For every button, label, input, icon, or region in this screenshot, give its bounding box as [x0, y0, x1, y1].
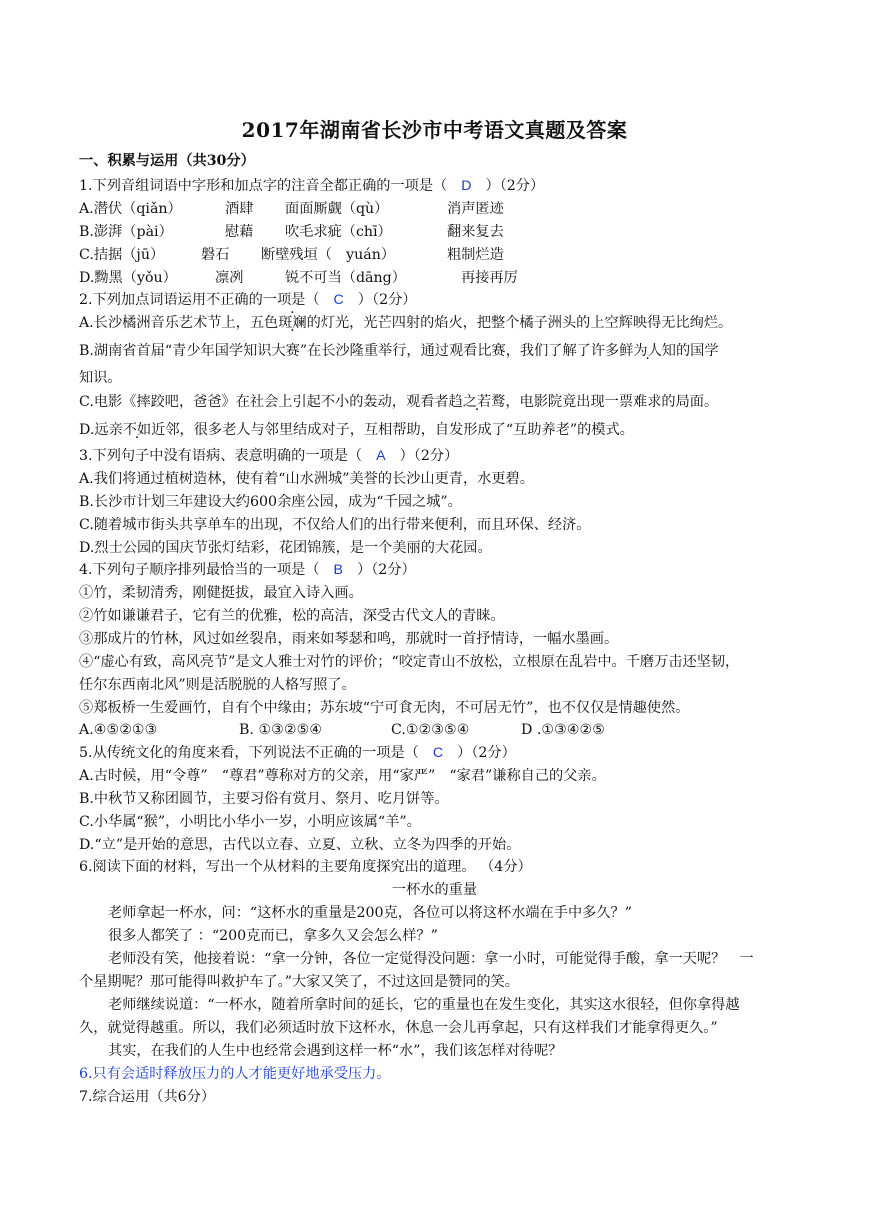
q2-option-b: B.湖南省首届“青少年国学知识大赛”在长沙隆重举行，通过观看比赛，我们了解了许多鲜为人知的国学	[79, 343, 719, 359]
q4-sentence-4-cont: 任尔东西南北风”则是活脱脱的人格写照了。	[79, 677, 356, 693]
q1-option-a: A.潜伏（qiǎn） 酒肆 面面厮觑（qù） 消声匿迹	[79, 201, 504, 217]
q4-sentence-3: ③那成片的竹林，风过如丝裂帛，雨来如琴瑟和鸣，那就时一首抒情诗，一幅水墨画。	[79, 631, 619, 647]
passage-paragraph: 老师没有笑，他接着说：“拿一分钟，各位一定觉得没问题：拿一小时，可能觉得手酸，拿一天呢？ 一	[108, 951, 754, 967]
passage-title: 一杯水的重量	[391, 882, 478, 898]
q4-sentence-5: ⑤郑板桥一生爱画竹，自有个中缘由；苏东坡“宁可食无肉，不可居无竹”，也不仅仅是情趣使然。	[79, 700, 690, 716]
q1-answer: D	[461, 178, 472, 194]
dotted-word: 斑斓	[278, 315, 307, 331]
q2-option-d: D.远亲不如近邻 ·，很多老人与邻里结成对子，互相帮助，自发形成了“互助养老”的模式。	[79, 421, 634, 439]
q5-option-d: D.“立”是开始的意思，古代以立春、立夏、立秋、立冬为四季的开始。	[79, 837, 521, 853]
passage-paragraph: 老师继续说道：“一杯水，随着所拿时间的延长，它的重量也在发生变化，其实这水很轻，但你拿得越	[108, 997, 740, 1013]
passage-paragraph-cont: 个星期呢？那可能得叫救护车了。”大家又笑了，不过这回是赞同的笑。	[79, 974, 519, 990]
q1-option-c: C.拮据（jū） 磐石 断壁残垣（ yuán） 粗制烂造	[79, 247, 504, 263]
passage-paragraph-cont: 久，就觉得越重。所以，我们必须适时放下这杯水，休息一会儿再拿起，只有这样我们才能拿得更久。”	[79, 1020, 718, 1036]
q4-stem: 4.下列句子顺序排列最恰当的一项是（ B ）（2分）	[79, 562, 416, 578]
q3-option-b: B.长沙市计划三年建设大约600余座公园，成为“千园之城”。	[79, 494, 462, 510]
q7-stem: 7.综合运用（共6分）	[79, 1089, 216, 1105]
q6-answer: 6.只有会适时释放压力的人才能更好地承受压力。	[79, 1066, 391, 1082]
q2-answer: C	[333, 292, 344, 308]
section-heading: 一、积累与运用（共30分）	[79, 153, 255, 169]
q3-option-a: A.我们将通过植树造林，使有着“山水洲城”美誉的长沙山更青，水更碧。	[79, 471, 534, 487]
q3-option-c: C.随着城市街头共享单车的出现，不仅给人们的出行带来便利，而且环保、经济。	[79, 517, 591, 533]
q4-sentence-4: ④“虚心有致，高风亮节”是文人雅士对竹的评价；“咬定青山不放松，立根原在乱岩中。千磨万击还坚韧，	[79, 654, 740, 670]
q5-stem: 5.从传统文化的角度来看，下列说法不正确的一项是（ C ）（2分）	[79, 745, 516, 761]
q1-option-b: B.澎湃（pài） 慰藉 吹毛求疵（chī） 翻来复去	[79, 224, 504, 240]
q2-stem: 2.下列加点词语运用不正确的一项是（ C ）（2分）	[79, 292, 417, 308]
q5-option-b: B.中秋节又称团圆节，主要习俗有赏月、祭月、吃月饼等。	[79, 791, 449, 807]
q1-option-d: D.黝黑（yǒu） 凛冽 锐不可当（dāng） 再接再厉	[79, 270, 518, 286]
document-title: 2017年湖南省长沙市中考语文真题及答案	[241, 118, 628, 142]
q5-option-c: C.小华属“猴”，小明比小华小一岁，小明应该属“羊”。	[79, 814, 421, 830]
q4-answer: B	[333, 562, 344, 578]
q4-options: A.④⑤②①③ B. ①③②⑤④ C.①②③⑤④ D .①③④②⑤	[79, 722, 605, 738]
passage-paragraph: 很多人都笑了 ：“200克而已，拿多久又会怎么样？”	[108, 928, 438, 944]
q2-option-b-cont: 知识。	[79, 370, 122, 386]
q2-option-a: A.长沙橘洲音乐艺术节上，五色斑斓的灯光，光芒四射的焰火，把整个橘子洲头的上空辉映得无比绚烂。	[79, 315, 733, 331]
q6-stem: 6.阅读下面的材料，写出一个从材料的主要角度探究出的道理。 （4分）	[79, 859, 532, 875]
q2-option-c: C.电影《摔跤吧，爸爸》在社会上引起不小的轰动，观看者趋之若鹜，电影院竟出现一票难求的局面。	[79, 394, 719, 410]
dotted-word: 鲜为人知	[619, 343, 676, 359]
q5-option-a: A.古时候，用“令尊” “尊君”尊称对方的父亲，用“家严” “家君”谦称自己的父亲。	[79, 768, 606, 784]
passage-paragraph: 老师拿起一杯水，问：“这杯水的重量是200克，各位可以将这杯水端在手中多久？”	[108, 905, 632, 921]
passage-paragraph: 其实，在我们的人生中也经常会遇到这样一杯“水”，我们该怎样对待呢？	[108, 1043, 563, 1059]
q5-answer: C	[432, 745, 444, 761]
q3-option-d: D.烈士公园的国庆节张灯结彩，花团锦簇，是一个美丽的大花园。	[79, 540, 492, 556]
q3-answer: A	[376, 448, 386, 464]
q4-sentence-1: ①竹，柔韧清秀，刚健挺拔，最宜入诗入画。	[79, 585, 363, 601]
q3-stem: 3.下列句子中没有语病、表意明确的一项是（ A ）（2分）	[79, 448, 459, 464]
q1-stem: 1.下列音组词语中字形和加点字的注音全都正确的一项是（ D ）（2分）	[79, 178, 545, 194]
dotted-word: 远亲不如近邻 ·	[94, 422, 179, 438]
dotted-word: 趋之若鹜	[448, 394, 506, 410]
q4-sentence-2: ②竹如谦谦君子，它有兰的优雅，松的高洁，深受古代文人的青睐。	[79, 608, 505, 624]
